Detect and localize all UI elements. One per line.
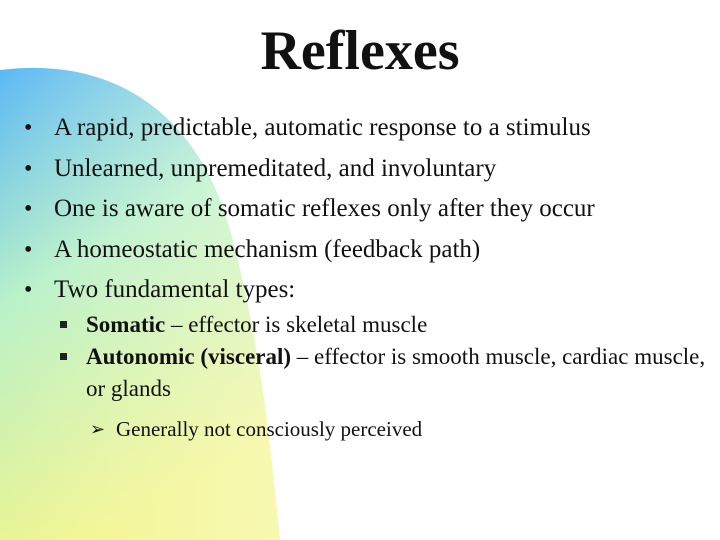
sub-bullet-list <box>56 309 706 405</box>
bullet-item <box>24 230 595 271</box>
sub-bullet-text: – effector is skeletal muscle <box>165 312 428 337</box>
bullet-text: Two fundamental types: <box>54 276 296 303</box>
sub-bullet-item <box>56 341 706 405</box>
square-bullet-icon <box>60 321 67 328</box>
sub-bullet-text: – effector is smooth muscle, cardiac muscle, or glands <box>86 344 706 401</box>
bullet-text: Unlearned, unpremeditated, and involuntary <box>54 154 497 182</box>
bullet-text: A rapid, predictable, automatic response to a stimulus <box>54 114 591 141</box>
arrow-bullet-icon: ➢ <box>90 419 106 439</box>
bullet-dot-icon: • <box>24 196 33 222</box>
bullet-list <box>24 108 595 311</box>
bullet-dot-icon: • <box>24 236 33 263</box>
bullet-text: A homeostatic mechanism (feedback path) <box>54 235 481 263</box>
bullet-item <box>24 149 595 190</box>
sub-bullet-item <box>56 309 706 341</box>
bullet-dot-icon: • <box>24 155 33 182</box>
bullet-item <box>24 189 595 230</box>
sub-bullet-term: Somatic <box>86 312 166 337</box>
third-level-text: Generally not consciously perceived <box>116 417 423 441</box>
bullet-item <box>24 108 595 149</box>
bullet-dot-icon: • <box>24 115 33 141</box>
third-level-item <box>90 414 422 444</box>
bullet-text: One is aware of somatic reflexes only after they occur <box>54 195 595 222</box>
slide-title: Reflexes <box>260 20 460 82</box>
square-bullet-icon <box>60 353 67 360</box>
bullet-dot-icon: • <box>24 277 33 303</box>
sub-bullet-term: Autonomic (visceral) <box>86 344 292 369</box>
bullet-item <box>24 270 595 311</box>
